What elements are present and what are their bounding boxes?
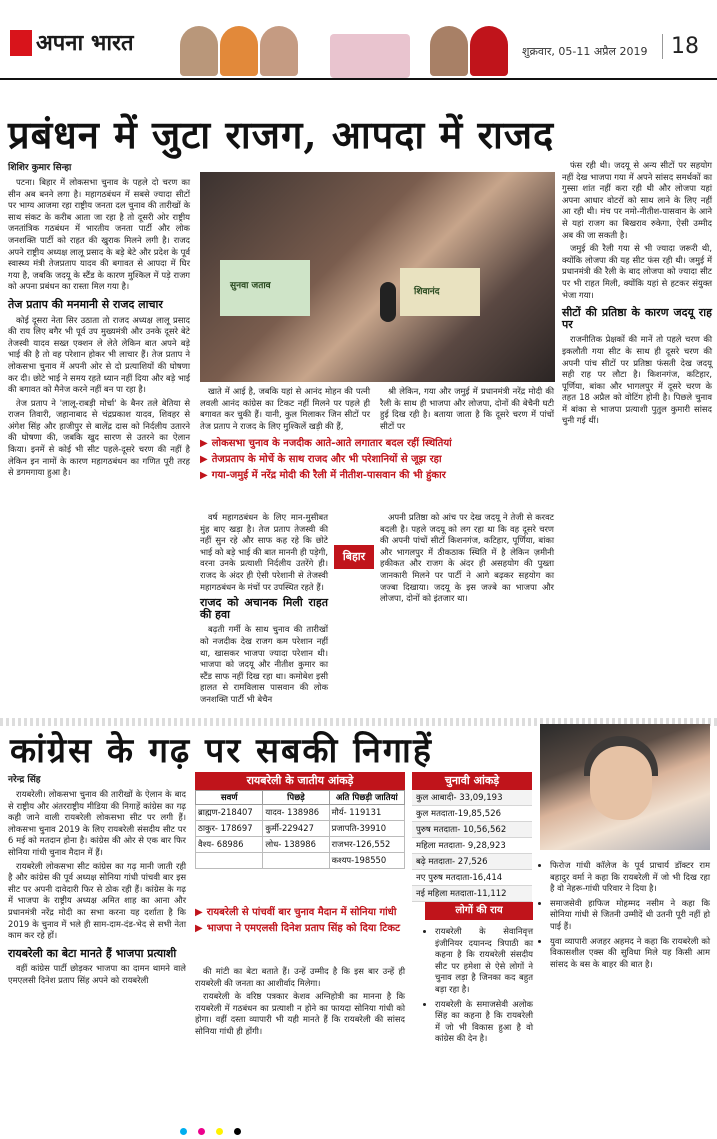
table-cell: मौर्य- 119131 — [329, 805, 404, 821]
paragraph: बढ़ती गर्मी के साथ चुनाव की तारीखों को नजदीक देख राजग कम परेशान नहीं था, खासकर भाजपा ज्यादा परेशान थी। भाजपा को जदयू और नीतीश कुमार का स्टैंड साफ नहीं दिख रहा था। कमोबेश इसी हालत से रामविलास पासवान की लोक जनशक्ति पार्टी भी बेचैन — [200, 624, 328, 704]
key-point: ▶ रायबरेली से पांचवीं बार चुनाव मैदान में सोनिया गांधी — [195, 907, 397, 918]
table-header: अति पिछड़ी जातियां — [329, 791, 404, 805]
issue-date: शुक्रवार, 05-11 अप्रैल 2019 — [522, 45, 648, 58]
list-item: • युवा व्यापारी अजहर अहमद ने कहा कि रायबरेली को विकासशील एक्स की सुविधा मिले यह किसी आम सांसद के बस के बाहर की बात है। — [550, 936, 710, 971]
portrait-3 — [260, 26, 298, 76]
region-tag: बिहार — [334, 545, 374, 569]
paragraph: रायबरेली के वरिष्ठ पत्रकार केशव अग्निहोत्री का मानना है कि रायबरेली में गठबंधन का प्रत्याशी न होने का फायदा सोनिया गांधी को होगा। वहीं दस्ता व्यापारी भी यही मानते हैं कि रायबरेली की सांसद सोनिया गांधी ही होंगी। — [195, 991, 405, 1036]
vote-stats-title: चुनावी आंकड़े — [412, 772, 532, 790]
paragraph: फंस रही थी। जदयू से अन्य सीटों पर सहयोग नहीं देख भाजपा गया में अपने सांसद समर्थकों का गुस्सा शांत नहीं करा रही थी और लोजपा यहां अपना आधार वोटरों को साथ लाने के लिए नहीं आ रही थी। मंच पर नमो-नीतीश-पासवान के आने से यहां राजग का बिखराव रुकेगा, ऐसी उम्मीद अब की जा सकती है। — [562, 160, 712, 240]
paragraph: वहीं कांग्रेस पार्टी छोड़कर भाजपा का दामन थामने वाले एमएलसी दिनेश प्रताप सिंह अपने को रायबरेली — [8, 963, 186, 985]
table-cell: ब्राह्मण-218407 — [196, 805, 263, 821]
portrait-5 — [470, 26, 508, 76]
parliament-image — [330, 34, 410, 78]
microphone — [380, 282, 396, 322]
vote-stats-box — [412, 772, 532, 902]
masthead — [0, 0, 717, 80]
poster-right — [400, 268, 480, 316]
key-point: ▶ तेजप्रताप के मोर्चे के साथ राजद और भी परेशानियों से जूझ रहा — [200, 454, 442, 465]
story1-column-4 — [562, 160, 712, 429]
paragraph: की मांटी का बेटा बताते हैं। उन्हें उम्मीद है कि इस बार उन्हें ही रायबरेली की जनता का आशीर्वाद मिलेगा। — [195, 966, 405, 988]
table-row — [196, 805, 405, 821]
photo-caption-right: शिवानंद — [414, 287, 440, 297]
list-item: कुल मतदाता-19,85,526 — [412, 806, 532, 822]
story1-byline: शिशिर कुमार सिन्हा — [8, 163, 72, 173]
vote-stats-list — [412, 790, 532, 902]
story1-key-points — [200, 433, 555, 505]
list-item: • रायबरेली के समाजसेवी अलोक सिंह का कहना है कि रायबरेली में जो भी विकास हुआ है वो कांग्रेस की देन है। — [435, 999, 533, 1045]
table-cell — [196, 853, 263, 869]
photo-face — [590, 746, 652, 820]
table-cell: प्रजापति-39910 — [329, 821, 404, 837]
paragraph: रायबरेली। लोकसभा चुनाव की तारीखों के ऐलान के बाद से राष्ट्रीय और अंतरराष्ट्रीय मीडिया की निगाहें कांग्रेस का गढ़ कही जाने वाली रायबरेली लोकसभा सीट पर लगी हैं। लोकसभा चुनाव 2019 के लिए रायबरेली संसदीय सीट पर 6 मई को मतदान होना है। कांग्रेस की ओर से एक बार फिर सोनिया गांधी चुनाव मैदान में हैं। — [8, 789, 186, 857]
key-point: ▶ भाजपा ने एमएलसी दिनेश प्रताप सिंह को दिया टिकट — [195, 923, 401, 934]
page-number: 18 — [662, 34, 699, 59]
list-item: पुरुष मतदाता- 10,56,562 — [412, 822, 532, 838]
table-cell: कश्यप-198550 — [329, 853, 404, 869]
key-point: ▶ गया-जमुई में नरेंद्र मोदी की रैली में नीतीश-पासवान की भी हुंकार — [200, 470, 446, 481]
paragraph: राजनीतिक प्रेक्षकों की मानें तो पहले चरण की इकलौती गया सीट के साथ ही दूसरे चरण की अपनी पांच सीटों पर प्रतिष्ठा फंसती देख जदयू सही राह पर लौटा है। किशनगंज, कटिहार, पूर्णिया, बांका और भागलपुर में दूसरे चरण के तहत 18 अप्रैल को वोटिंग होनी है। पिछले चुनाव में बांका से भाजपा प्रत्याशी पुतुल कुमारी सांसद चुनी गई थीं। — [562, 334, 712, 426]
subheading: तेज प्रताप की मनमानी से राजद लाचार — [8, 297, 163, 311]
portrait-2 — [220, 26, 258, 76]
paragraph: रायबरेली लोकसभा सीट कांग्रेस का गढ़ मानी जाती रही है और कांग्रेस की पूर्व अध्यक्ष सोनिया गांधी पांचवी बार इस सीट पर अपनी दावेदारी फिर से ठोक रही हैं। कांग्रेस के गढ़ में भाजपा के राष्ट्रीय अध्यक्ष अमित शाह का आना और प्रधानमंत्री नरेंद्र मोदी का सभा करना यह दर्शाता है कि 2019 के चुनाव में भले ही साम-दाम-दंड-भेद से सभी नेता काम कर रहे हों। — [8, 860, 186, 941]
story2-right-col — [540, 860, 710, 973]
paragraph: अपनी प्रतिष्ठा को आंच पर देख जदयू ने तेजी से करवट बदली है। पहले जदयू को लग रहा था कि वह दूसरे चरण की अपनी पांचों सीटों किशनगंज, कटिहार, पूर्णिया, बांका और भागलपुर में ठीकठाक स्थिति में है लेकिन ज़मीनी हकीकत और राजग के अंदर ही असहयोग की पुख्ता जानकारी मिलने पर पार्टी ने आगे बढ़कर सहयोग का जज्बा दिखाया। जदयू के इस जज्बे का भाजपा और लोजपा, दोनों को इंतजार था। — [380, 512, 554, 604]
registration-dot — [234, 1128, 241, 1135]
paragraph: पटना। बिहार में लोकसभा चुनाव के पहले दो चरण का सीन अब बनने लगा है। महागठबंधन में सबसे ज्यादा सीटों पर भाग्य आजमा रहा राष्ट्रीय जनता दल चुनाव की तारीखों के साथ संकट के करीब आता जा रहा है तो दूसरी ओर राष्ट्रीय जनतांत्रिक गठबंधन में भारतीय जनता पार्टी और लोक जनशक्ति पार्टी को राहत की खुराक मिलने लगी है। राजद अपने राष्ट्रीय अध्यक्ष लालू प्रसाद के बड़े बेटे और प्रदेश के पूर्व स्वास्थ्य मंत्री तेजप्रताप यादव की बगावत से आपदा में घिर गया है, जबकि जदयू के स्टैंड के कारण मुश्किल में पड़े राजग को अपना प्रबंधन का रास्ता मिल गया है। — [8, 177, 190, 292]
registration-dot — [180, 1128, 187, 1135]
story1-lower-col-2 — [380, 512, 554, 607]
story2-byline: नरेन्द्र सिंह — [8, 775, 41, 785]
table-row — [196, 837, 405, 853]
table-row — [196, 821, 405, 837]
story1-column-1 — [8, 160, 190, 481]
caste-table — [195, 790, 405, 869]
logo-mark — [10, 30, 32, 56]
table-cell: राजभर-126,552 — [329, 837, 404, 853]
story1-lower-col-1 — [200, 512, 328, 708]
opinion-list — [425, 926, 533, 1048]
portrait-1 — [180, 26, 218, 76]
story1-photo — [200, 172, 555, 382]
list-item: बढ़े मतदाता- 27,526 — [412, 854, 532, 870]
paragraph: खाते में आई है, जबकि यहां से आनंद मोहन की पत्नी लवली आनंद कांग्रेस का टिकट नहीं मिलने पर पहले ही बगावत कर चुकी हैं। यानी, कुल मिलाकर जिन सीटों पर तेज प्रताप ने राजद के लिए मुश्किलें खड़ी की हैं, — [200, 386, 370, 431]
list-item: महिला मतदाता- 9,28,923 — [412, 838, 532, 854]
table-cell: लोध- 138986 — [263, 837, 329, 853]
publication-logo: अपना भारत — [36, 30, 134, 56]
key-point: ▶ लोकसभा चुनाव के नजदीक आते-आते लगातार बदल रहीं स्थितियां — [200, 438, 452, 449]
list-item: नई महिला मतदाता-11,112 — [412, 886, 532, 902]
subheading: राजद को अचानक मिली राहत की हवा — [200, 596, 328, 621]
leader-portraits — [180, 16, 510, 78]
paragraph: जमुई की रैली गया से भी ज्यादा जरूरी थी, क्योंकि लोजपा की यह सीट फंस रही थी। जमुई में प्रधानमंत्री की रैली के बाद लोजपा को ज्यादा सीट पर भी राहत मिली, क्योंकि यहां से हटकर संयुक्त भेजा गया। — [562, 243, 712, 300]
story2-key-points — [195, 902, 405, 936]
story2-headline: कांग्रेस के गढ़ पर सबकी निगाहें — [10, 731, 433, 771]
table-header: पिछड़े — [263, 791, 329, 805]
story2-photo — [540, 724, 710, 850]
paragraph: कोई दूसरा नेता सिर उठाता तो राजद अध्यक्ष लालू प्रसाद की राय लिए बगैर भी पूर्व उप मुख्यमंत्री और उनके दूसरे बेटे तेजस्वी यादव सख्त एक्शन ले लेते लेकिन बात अपने बड़े भाई की है तो वह परेशान होकर भी लाचार हैं। तेज प्रताप ने लोकसभा चुनाव में अपनी ओर से दो प्रत्याशियों की घोषणा कर दी। छोटे भाई ने समय रहते ध्यान नहीं दिया और बड़े भाई की बगावत को मैनेज करने नहीं बन पा रहा है। — [8, 314, 190, 395]
table-cell: कुर्मी-229427 — [263, 821, 329, 837]
caste-table-box — [195, 772, 405, 869]
caste-table-title: रायबरेली के जातीय आंकड़े — [195, 772, 405, 790]
color-registration-strip — [0, 1120, 717, 1130]
table-cell: यादव- 138986 — [263, 805, 329, 821]
table-cell — [263, 853, 329, 869]
masthead-rule — [0, 78, 717, 80]
story1-mid-col-2 — [380, 386, 554, 434]
registration-dot — [216, 1128, 223, 1135]
opinion-title: लोगों की राय — [425, 902, 533, 920]
table-header: सवर्ण — [196, 791, 263, 805]
list-item: कुल आबादी- 33,09,193 — [412, 790, 532, 806]
subheading: रायबरेली का बेटा मानते हैं भाजपा प्रत्याशी — [8, 946, 177, 960]
list-item: • रायबरेली के सेवानिवृत्त इंजीनियर दयानन्द त्रिपाठी का कहना है कि रायबरेली संसदीय सीट पर हमेशा से ऐसे लोगों ने चुनाव लड़ा है जिनका कद बहुत बड़ा रहा है। — [435, 926, 533, 996]
registration-dot — [198, 1128, 205, 1135]
paragraph: श्री लेकिन, गया और जमुई में प्रधानमंत्री नरेंद्र मोदी की रैली के साथ ही भाजपा और लोजपा, दोनों की बेचैनी घटी हुई दिख रही है। बताया जाता है कि दूसरे चरण में पांचों सीटों पर — [380, 386, 554, 431]
table-cell: वैश्य- 68986 — [196, 837, 263, 853]
story2-mid-col — [195, 966, 405, 1040]
paragraph: तेज प्रताप ने 'लालू-राबड़ी मोर्चा' के बैनर तले बेतिया से राजन तिवारी, जहानाबाद से चंद्रप्रकाश यादव, शिवहर से अंगेश सिंह और हाजीपुर से बालेंद्र दास को निर्दलीय उतारने की घोषणा की, जबकि खुद सारण से उतरने का ऐलान किया। इनमें से कोई भी सीट पहले-दूसरे चरण की नहीं है लेकिन इन नामों के कारण महागठबंधन का गणित पूरी तरह से डगमगाया हुआ है। — [8, 397, 190, 478]
table-row — [196, 853, 405, 869]
story1-headline: प्रबंधन में जुटा राजग, आपदा में राजद — [8, 112, 555, 157]
table-cell: ठाकुर- 178697 — [196, 821, 263, 837]
portrait-4 — [430, 26, 468, 76]
list-item: • समाजसेवी हाफिज मोहम्मद नसीम ने कहा कि सोनिया गांधी से जितनी उम्मीदें थी उतनी पूरी नहीं हो पाई हैं। — [550, 898, 710, 933]
photo-caption-left: सुनवा जताव — [230, 281, 271, 291]
story2-column-1 — [8, 772, 186, 989]
subheading: सीटों की प्रतिष्ठा के कारण जदयू राह पर — [562, 306, 712, 331]
story1-mid-col-1 — [200, 386, 370, 434]
paragraph: वर्ष महागठबंधन के लिए मान-मुसीबत मुंह बाए खड़ा है। तेज प्रताप तेजस्वी की नहीं सुन रहे और साफ कह रहे कि छोटे भाई को बड़े भाई की बात माननी ही पड़ेगी, वरना उनके प्रत्याशी निर्दलीय उतरेंगे ही। राजद के अंदर ही ऐसी परेशानी से तेजस्वी महागठबंधन के मंचों पर उपस्थित रहते हैं। — [200, 512, 328, 592]
list-item: • फिरोज गांधी कॉलेज के पूर्व प्राचार्य डॉक्टर राम बहादुर वर्मा ने कहा कि रायबरेली में जो भी दिख रहा है वो नेहरू-गांधी परिवार ने दिया है। — [550, 860, 710, 895]
list-item: नए पुरुष मतदाता-16,414 — [412, 870, 532, 886]
